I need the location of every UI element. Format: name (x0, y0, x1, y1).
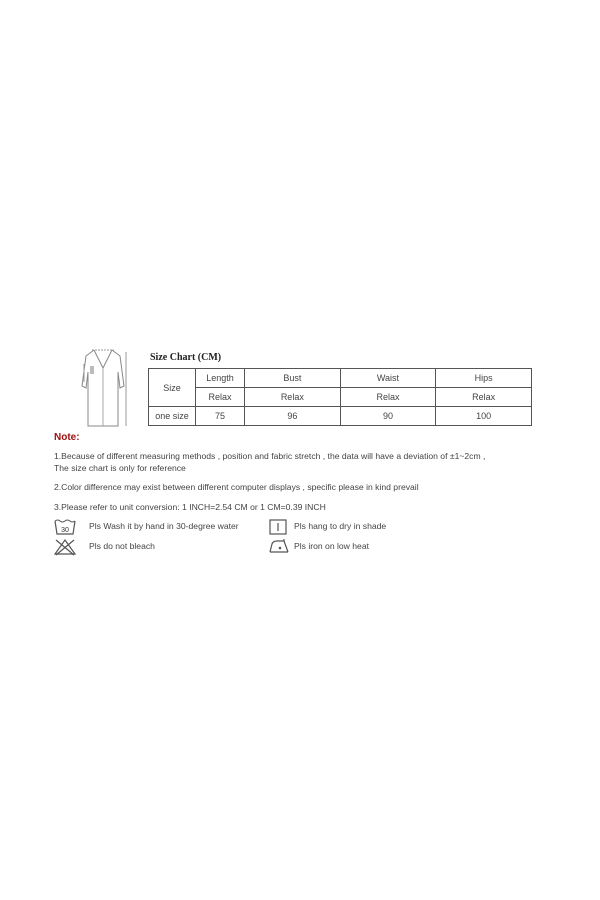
size-table (148, 368, 532, 426)
care-iron-text: Pls iron on low heat (294, 541, 369, 551)
hand-wash-icon (54, 518, 76, 536)
note-title: Note: (54, 432, 80, 443)
wash-temp-label: 30 (61, 527, 69, 534)
header-bust: Bust (245, 369, 341, 388)
hang-dry-icon (269, 519, 287, 535)
care-bleach-text: Pls do not bleach (89, 541, 155, 551)
row-size: one size (149, 407, 196, 426)
note-3: 3.Please refer to unit conversion: 1 INCH=2.54 CM or 1 CM=0.39 INCH (54, 502, 326, 512)
note-1-line-1: 1.Because of different measuring methods , position and fabric stretch , the data will have a deviation of ±1~2cm , (54, 451, 486, 461)
sub-hips: Relax (436, 388, 532, 407)
header-length: Length (196, 369, 245, 388)
value-hips: 100 (436, 407, 532, 426)
value-bust: 96 (245, 407, 341, 426)
no-bleach-icon (54, 538, 76, 556)
size-label-cell: Size (149, 369, 196, 407)
value-waist: 90 (340, 407, 436, 426)
size-chart-title: Size Chart (CM) (150, 352, 222, 363)
value-length: 75 (196, 407, 245, 426)
note-2: 2.Color difference may exist between different computer displays , specific please in kind prevail (54, 482, 419, 492)
care-dry-text: Pls hang to dry in shade (294, 521, 387, 531)
header-waist: Waist (340, 369, 436, 388)
sub-bust: Relax (245, 388, 341, 407)
sub-waist: Relax (340, 388, 436, 407)
note-1-line-2: The size chart is only for reference (54, 463, 186, 473)
care-wash-text: Pls Wash it by hand in 30-degree water (89, 521, 239, 531)
header-hips: Hips (436, 369, 532, 388)
sub-length: Relax (196, 388, 245, 407)
garment-figure-icon (76, 346, 130, 430)
iron-low-heat-icon (268, 538, 290, 554)
